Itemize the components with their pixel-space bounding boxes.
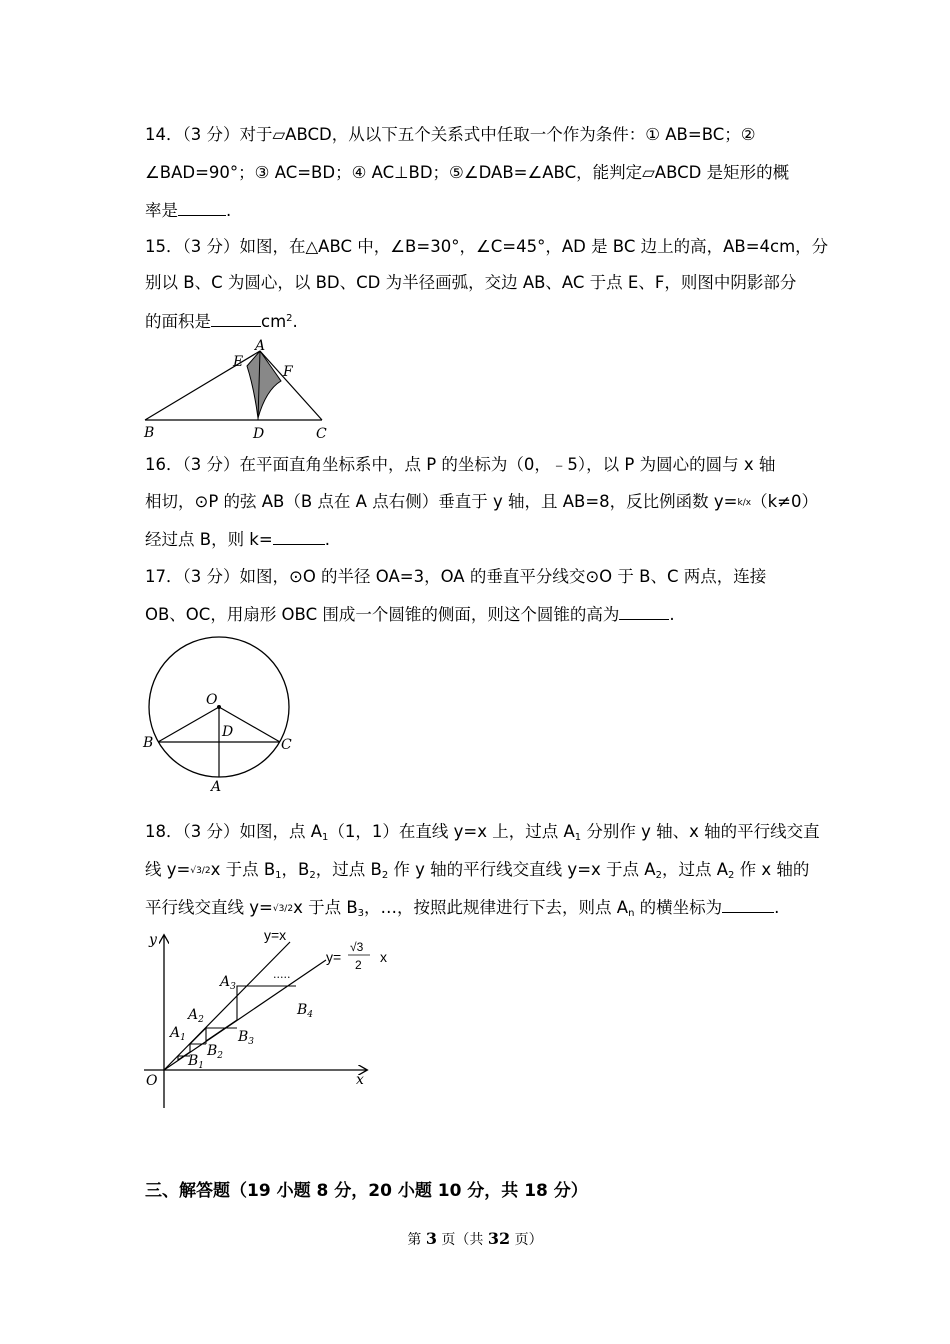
q17-text: OB、OC，用扇形 OBC 围成一个圆锥的侧面，则这个圆锥的高为 <box>145 605 620 624</box>
q18-line3 <box>145 897 779 920</box>
q18-text: ，…，按照此规律进行下去，则点 A <box>364 898 629 917</box>
q18-text: ，过点 A <box>661 860 728 879</box>
q18-text: 18．（3 分）如图，点 A <box>145 822 323 841</box>
label-O: O <box>206 692 218 708</box>
q17-period: . <box>669 605 675 624</box>
footer-text: 第 <box>407 1232 426 1248</box>
q18-text: x 于点 B <box>210 860 276 879</box>
q18-text: 平行线交直线 y= <box>145 898 273 917</box>
q18-fraction: √3/2 <box>190 866 211 876</box>
q18-text: 作 y 轴的平行线交直线 y=x 于点 A <box>388 860 656 879</box>
q18-text: x 于点 B <box>293 898 358 917</box>
q18-text: ，B <box>281 860 310 879</box>
shaded-region <box>247 351 281 418</box>
subscript: 2 <box>655 870 662 881</box>
answer-blank[interactable] <box>273 530 325 545</box>
q14-line3 <box>145 200 231 222</box>
q18-text: ，过点 B <box>315 860 382 879</box>
footer-text: 页（共 <box>436 1232 488 1248</box>
x-axis-label: x <box>356 1072 364 1088</box>
label-B: B <box>144 425 155 441</box>
q18-line1 <box>145 821 820 843</box>
label-C: C <box>316 426 327 442</box>
q16-text-a: 相切，⊙P 的弦 AB（B 点在 A 点右侧）垂直于 y 轴，且 AB=8，反比例函数 y= <box>145 492 738 511</box>
label-C: C <box>281 737 292 753</box>
coordinate-figure <box>140 922 400 1112</box>
label-A3: $A_3$ <box>220 974 236 992</box>
q18-line2 <box>145 859 809 882</box>
q14-period: . <box>226 201 232 220</box>
answer-blank[interactable] <box>211 312 261 327</box>
q14-text: 率是 <box>145 201 178 220</box>
continuation-dots: ..... <box>273 968 291 981</box>
label-B2: $B_2$ <box>207 1043 224 1061</box>
label-B: B <box>143 735 154 751</box>
answer-blank[interactable] <box>619 605 669 620</box>
q15-line2: 别以 B、C 为圆心，以 BD、CD 为半径画弧，交边 AB、AC 于点 E、F，则图中阴影部分 <box>145 273 797 292</box>
q15-line1: 15．（3 分）如图，在△ABC 中，∠B=30°，∠C=45°，AD 是 BC 边上的高，AB=4cm，分 <box>145 237 829 256</box>
label-B3: $B_3$ <box>238 1029 255 1047</box>
label-A: A <box>255 338 266 354</box>
q18-text: 作 x 轴的 <box>734 860 810 879</box>
answer-blank[interactable] <box>722 898 774 913</box>
label-A1: $A_1$ <box>170 1025 186 1043</box>
sqrt3-numerator: √3 <box>350 940 364 954</box>
q17-line1: 17．（3 分）如图，⊙O 的半径 OA=3，OA 的垂直平分线交⊙O 于 B、C 两点，连接 <box>145 567 767 586</box>
q16-period: . <box>324 530 330 549</box>
subscript: 1 <box>322 832 329 843</box>
q17-line2 <box>145 604 675 626</box>
q14-line2: ∠BAD=90°；③ AC=BD；④ AC⊥BD；⑤∠DAB=∠ABC，能判定▱ABCD 是矩形的概 <box>145 163 790 182</box>
q15-text: 的面积是 <box>145 312 211 331</box>
line-yx-label: y=x <box>264 927 287 943</box>
circle-figure <box>138 632 298 800</box>
answer-blank[interactable] <box>178 201 226 216</box>
fraction-denominator: 2 <box>355 958 362 972</box>
subscript: 1 <box>275 870 282 881</box>
subscript: 2 <box>728 870 735 881</box>
page-number: 3 <box>425 1229 437 1248</box>
q16-fraction: k/x <box>737 498 752 508</box>
y-axis-label: y <box>149 932 157 948</box>
label-B4: $B_4$ <box>297 1002 314 1020</box>
label-E: E <box>233 354 244 370</box>
q16-line3 <box>145 529 330 551</box>
q16-text: 经过点 B，则 k= <box>145 530 273 549</box>
q18-text: （1，1）在直线 y=x 上，过点 A <box>328 822 575 841</box>
label-A2: $A_2$ <box>188 1007 204 1025</box>
section-heading: 三、解答题（19 小题 8 分，20 小题 10 分，共 18 分） <box>145 1181 588 1201</box>
total-pages: 32 <box>487 1229 511 1248</box>
subscript: 3 <box>357 908 365 919</box>
triangle-figure <box>140 338 340 444</box>
q18-period: . <box>774 898 780 917</box>
label-D: D <box>253 426 265 442</box>
label-D: D <box>222 724 234 740</box>
q18-text: 分别作 y 轴、x 轴的平行线交直 <box>581 822 820 841</box>
q14-line1: 14．（3 分）对于▱ABCD，从以下五个关系式中任取一个作为条件：① AB=BC；② <box>145 125 756 144</box>
label-A: A <box>211 779 222 795</box>
q15-line3 <box>145 311 298 333</box>
label-F: F <box>283 364 293 380</box>
q18-text: 的横坐标为 <box>634 898 723 917</box>
q15-period: . <box>292 312 298 331</box>
q15-unit: cm <box>261 312 287 331</box>
footer-text: 页） <box>510 1232 543 1248</box>
q18-text: 线 y= <box>145 860 191 879</box>
line-x-label: x <box>380 949 387 965</box>
subscript: 1 <box>574 832 582 843</box>
page-footer <box>0 1229 950 1249</box>
subscript: 2 <box>309 870 316 881</box>
q16-line1: 16．（3 分）在平面直角坐标系中，点 P 的坐标为（0，﹣5），以 P 为圆心的圆与 x 轴 <box>145 455 776 474</box>
q16-line2 <box>145 491 818 514</box>
subscript: n <box>628 908 635 919</box>
subscript: 2 <box>381 870 389 881</box>
q16-text-b: （k≠0） <box>751 492 818 511</box>
origin-label: O <box>146 1073 158 1089</box>
label-B1: $B_1$ <box>188 1053 205 1071</box>
q15-unit-sup: 2 <box>286 313 293 324</box>
q18-fraction: √3/2 <box>272 904 294 914</box>
line-y-sqrt3-label: y= <box>326 949 342 965</box>
